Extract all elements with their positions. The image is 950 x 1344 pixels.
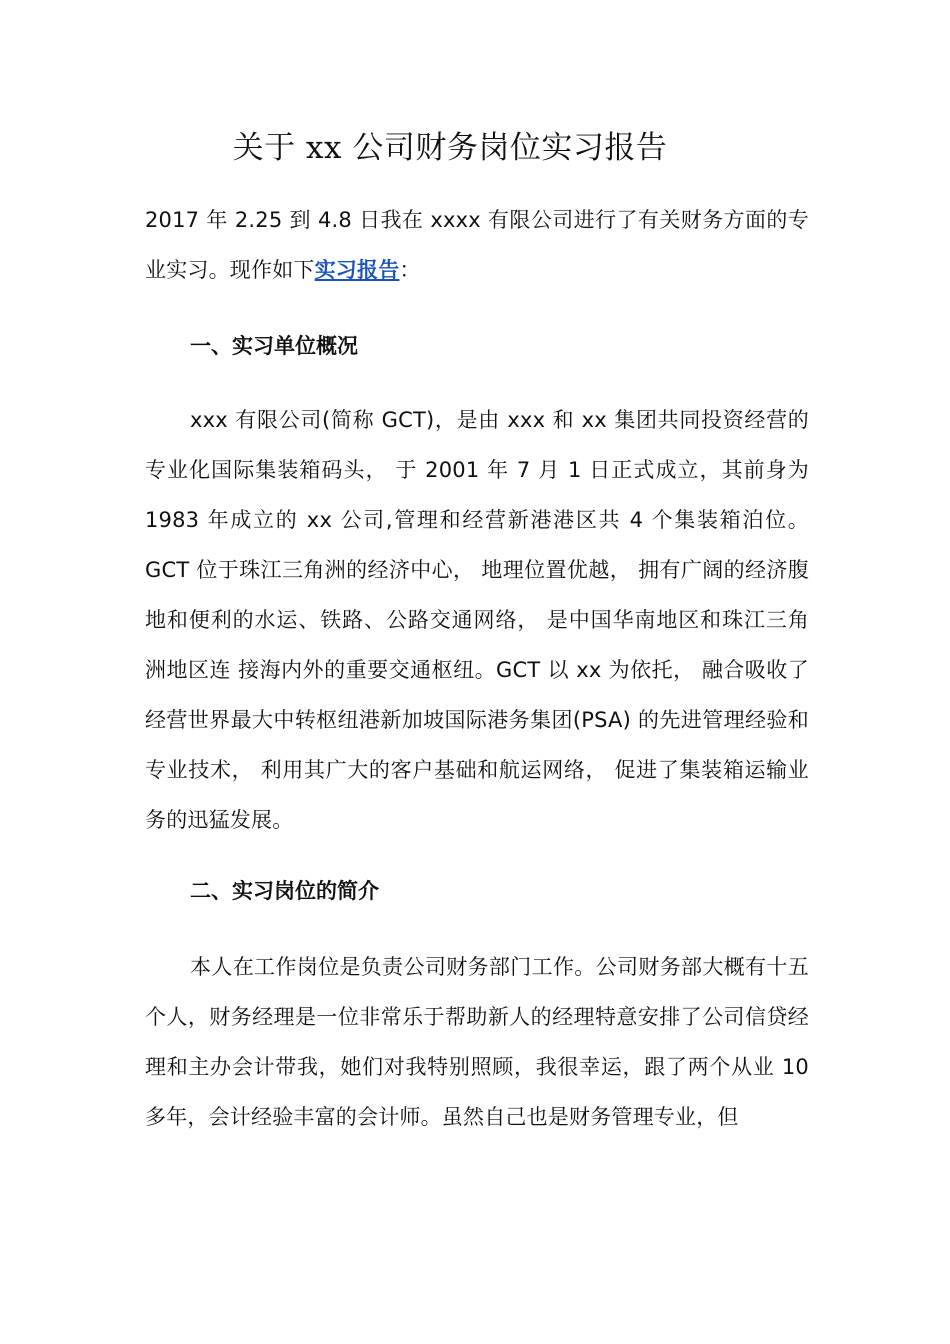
document-title: 关于 xx 公司财务岗位实习报告 [232,130,668,166]
section-1-heading: 一、实习单位概况 [190,334,358,358]
internship-report-link[interactable]: 实习报告 [314,258,400,282]
section-2-heading: 二、实习岗位的简介 [190,879,379,903]
intro-paragraph [145,195,809,295]
intro-text: 2017 年 2.25 到 4.8 日我在 xxxx 有限公司进行了有关财务方面的专业实习。现作如下 [145,208,809,282]
section-1-paragraph: xxx 有限公司(简称 GCT)，是由 xxx 和 xx 集团共同投资经营的专业化国际集装箱码头， 于 2001 年 7 月 1 日正式成立，其前身为 1983 年成立的 xx 公司,管理和经营新港港区共 4 个集装箱泊位。GCT 位于珠江三角洲的经济中心， 地理位置优越， 拥有广阔的经济腹地和便利的水运、铁路、公路交通网络， 是中国华南地区和珠江三角洲地区连 接海内外的重要交通枢纽。GCT 以 xx 为依托， 融合吸收了经营世界最大中转枢纽港新加坡国际港务集团(PSA) 的先进管理经验和专业技术， 利用其广大的客户基础和航运网络， 促进了集装箱运输业务的迅猛发展。 [145,408,809,832]
intro-colon: ： [399,258,421,282]
section-2-paragraph: 本人在工作岗位是负责公司财务部门工作。公司财务部大概有十五个人，财务经理是一位非常乐于帮助新人的经理特意安排了公司信贷经理和主办会计带我，她们对我特别照顾，我很幸运，跟了两个从业 10 多年，会计经验丰富的会计师。虽然自己也是财务管理专业，但 [145,955,809,1129]
